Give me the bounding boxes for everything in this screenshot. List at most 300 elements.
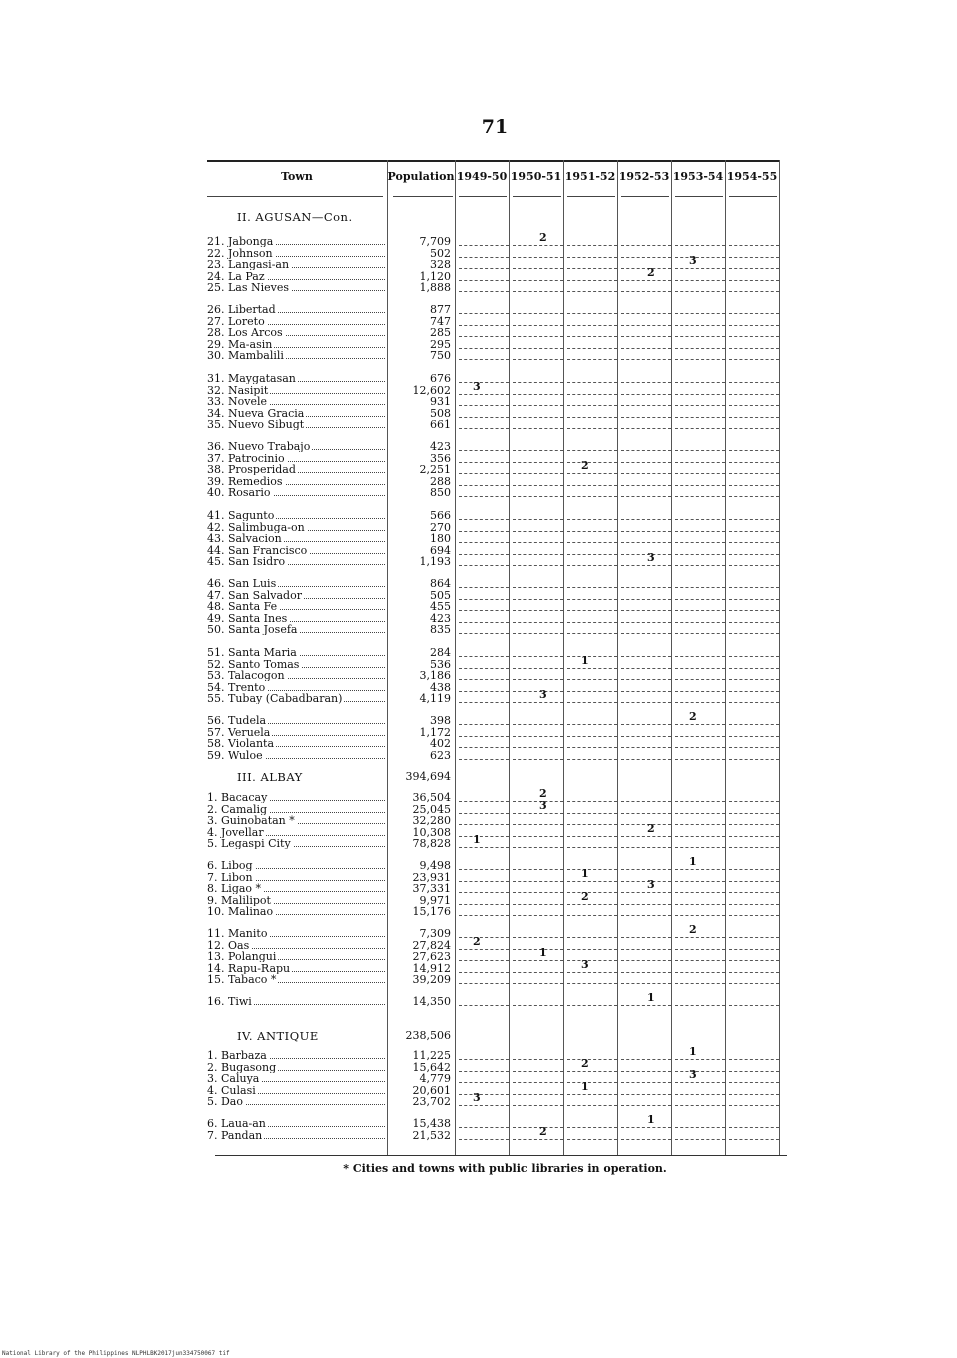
year-cell — [459, 1097, 509, 1106]
year-cell — [675, 660, 725, 669]
year-cell — [567, 351, 617, 360]
year-value: 1 — [473, 833, 481, 846]
table-row — [207, 866, 779, 884]
year-cell — [729, 591, 779, 600]
population-value: 2,251 — [419, 463, 451, 476]
year-cell — [729, 1074, 779, 1083]
year-cell — [567, 907, 617, 916]
town-label: 44. San Francisco — [207, 544, 308, 556]
year-cell — [513, 579, 563, 588]
year-cell — [567, 454, 617, 463]
year-cell — [729, 454, 779, 463]
year-cell — [621, 873, 671, 882]
year-cell — [459, 1119, 509, 1128]
town-label: 5. Legaspi City — [207, 838, 291, 849]
year-cell — [621, 511, 671, 520]
table-row — [207, 350, 779, 361]
table-row — [207, 798, 779, 816]
year-cell — [567, 477, 617, 486]
year-cell — [621, 997, 671, 1006]
town-name — [207, 872, 385, 883]
year-cell — [675, 716, 725, 725]
town-label: 23. Langasi-an — [207, 259, 290, 270]
population-value: 694 — [430, 543, 451, 557]
table-row — [207, 787, 779, 804]
town-label: 2. Camalig — [207, 803, 268, 815]
year-cell — [675, 929, 725, 938]
town-name — [207, 510, 385, 521]
year-cell — [729, 465, 779, 474]
table-row — [207, 533, 779, 544]
year-value: 3 — [539, 798, 547, 812]
year-cell — [459, 728, 509, 737]
town-label: 4. Jovellar — [207, 826, 264, 838]
year-cell — [675, 816, 725, 825]
year-cell — [729, 941, 779, 950]
year-cell — [675, 534, 725, 543]
year-cell — [729, 283, 779, 292]
year-cell — [513, 409, 563, 418]
scan-footer: National Library of the Philippines NLPHLBK2017jun334750067 tif — [2, 1350, 230, 1357]
town-label: 36. Nuevo Trabajo — [207, 441, 311, 452]
population-value: 39,209 — [412, 973, 451, 986]
town-label: 40. Rosario — [207, 487, 271, 498]
town-name — [207, 624, 385, 635]
header-year: 1949-50 — [456, 170, 508, 183]
town-name — [207, 339, 385, 350]
town-name — [207, 259, 385, 270]
year-cell — [459, 317, 509, 326]
year-cell — [621, 351, 671, 360]
population-value: 536 — [430, 657, 451, 671]
year-cell — [567, 249, 617, 258]
year-cell — [729, 660, 779, 669]
year-cell — [729, 477, 779, 486]
year-cell — [621, 975, 671, 984]
year-cell — [567, 694, 617, 703]
table-row — [207, 265, 779, 283]
year-cell — [729, 420, 779, 429]
year-cell — [729, 546, 779, 555]
year-cell — [621, 1074, 671, 1083]
town-name — [207, 1096, 385, 1107]
population-value: 4,119 — [419, 692, 451, 705]
population-value: 9,971 — [419, 893, 451, 907]
year-cell — [621, 534, 671, 543]
year-cell — [513, 816, 563, 825]
year-cell — [621, 237, 671, 246]
table-row — [207, 453, 779, 464]
town-label: 14. Rapu-Rapu — [207, 962, 291, 974]
year-cell — [729, 828, 779, 837]
table-row — [207, 254, 779, 271]
year-cell — [459, 884, 509, 893]
header-year: 1953-54 — [672, 170, 724, 183]
year-cell — [459, 1086, 509, 1095]
population-value: 15,642 — [412, 1060, 451, 1074]
town-name — [207, 419, 385, 430]
year-value: 1 — [689, 1045, 697, 1058]
year-cell — [513, 716, 563, 725]
year-cell — [729, 739, 779, 748]
year-cell — [513, 884, 563, 893]
year-cell — [729, 964, 779, 973]
year-cell — [675, 557, 725, 566]
year-cell — [567, 929, 617, 938]
town-name — [207, 327, 385, 338]
year-cell — [513, 941, 563, 950]
year-cell — [567, 386, 617, 395]
year-cell — [567, 557, 617, 566]
year-value: 2 — [581, 1056, 589, 1070]
year-cell — [567, 546, 617, 555]
year-cell — [459, 828, 509, 837]
town-name — [207, 792, 385, 803]
town-name — [207, 385, 385, 396]
year-value: 3 — [473, 1091, 481, 1104]
year-cell — [621, 861, 671, 870]
year-cell — [567, 683, 617, 692]
town-name — [207, 545, 385, 556]
table-row — [207, 522, 779, 533]
year-cell — [675, 625, 725, 634]
year-cell — [459, 739, 509, 748]
town-label: 51. Santa Maria — [207, 647, 297, 658]
year-cell — [459, 283, 509, 292]
population-value: 356 — [430, 451, 451, 465]
year-cell — [459, 1051, 509, 1060]
header-underline — [621, 196, 669, 197]
year-cell — [729, 793, 779, 802]
town-label: 5. Dao — [207, 1096, 243, 1107]
population-value: 15,438 — [412, 1117, 451, 1130]
town-label: 1. Barbaza — [207, 1050, 267, 1061]
year-cell — [459, 975, 509, 984]
year-cell — [567, 625, 617, 634]
year-cell — [621, 1086, 671, 1095]
year-cell — [567, 873, 617, 882]
town-name — [207, 928, 385, 939]
year-cell — [567, 896, 617, 905]
year-value: 2 — [581, 889, 589, 903]
year-cell — [567, 1119, 617, 1128]
year-cell — [459, 386, 509, 395]
population-value: 14,912 — [412, 961, 451, 975]
year-cell — [459, 488, 509, 497]
year-cell — [513, 997, 563, 1006]
table-row — [207, 1091, 779, 1108]
year-cell — [729, 694, 779, 703]
year-cell — [675, 751, 725, 760]
year-cell — [729, 614, 779, 623]
year-cell — [459, 465, 509, 474]
town-name — [207, 996, 385, 1007]
year-cell — [729, 249, 779, 258]
table-row — [207, 682, 779, 693]
year-cell — [675, 1131, 725, 1140]
year-cell — [675, 952, 725, 961]
year-cell — [567, 523, 617, 532]
year-cell — [513, 386, 563, 395]
header-underline — [207, 196, 383, 197]
year-cell — [675, 671, 725, 680]
year-cell — [675, 442, 725, 451]
year-cell — [621, 816, 671, 825]
population-value: 676 — [430, 372, 451, 385]
year-value: 2 — [539, 1124, 547, 1138]
table-row — [207, 327, 779, 338]
town-name — [207, 613, 385, 624]
year-cell — [621, 648, 671, 657]
year-cell — [513, 1074, 563, 1083]
year-cell — [567, 975, 617, 984]
year-cell — [513, 964, 563, 973]
year-cell — [729, 579, 779, 588]
year-cell — [675, 579, 725, 588]
year-cell — [567, 671, 617, 680]
town-label: 25. Las Nieves — [207, 282, 290, 293]
year-cell — [567, 941, 617, 950]
town-label: 15. Tabaco * — [207, 974, 277, 985]
town-name — [207, 1073, 385, 1084]
year-cell — [621, 793, 671, 802]
town-label: 32. Nasipit — [207, 384, 269, 396]
year-cell — [621, 728, 671, 737]
town-label: 28. Los Arcos — [207, 327, 283, 338]
population-value: 661 — [430, 418, 451, 431]
year-cell — [675, 351, 725, 360]
population-value: 502 — [430, 246, 451, 260]
year-cell — [621, 751, 671, 760]
year-cell — [675, 997, 725, 1006]
year-cell — [675, 907, 725, 916]
year-cell — [567, 614, 617, 623]
year-cell — [621, 964, 671, 973]
year-cell — [675, 454, 725, 463]
town-label: 21. Jabonga — [207, 236, 274, 247]
table-row — [207, 624, 779, 635]
table-row — [207, 545, 779, 556]
population-value: 566 — [430, 509, 451, 522]
section-population: 238,506 — [405, 1029, 451, 1042]
population-value: 3,186 — [419, 669, 451, 682]
year-cell — [567, 409, 617, 418]
year-cell — [513, 1131, 563, 1140]
town-name — [207, 601, 385, 612]
year-cell — [567, 728, 617, 737]
population-value: 877 — [430, 303, 451, 316]
year-cell — [459, 873, 509, 882]
year-cell — [513, 534, 563, 543]
table-row — [207, 1068, 779, 1085]
table-row — [207, 396, 779, 407]
year-cell — [675, 1051, 725, 1060]
town-name — [207, 1118, 385, 1129]
year-cell — [729, 237, 779, 246]
town-name — [207, 750, 385, 761]
year-cell — [621, 579, 671, 588]
population-value: 850 — [430, 486, 451, 499]
year-cell — [459, 683, 509, 692]
year-cell — [729, 683, 779, 692]
year-cell — [729, 374, 779, 383]
year-cell — [675, 488, 725, 497]
year-cell — [459, 534, 509, 543]
town-name — [207, 951, 385, 962]
year-cell — [621, 1051, 671, 1060]
town-name — [207, 1050, 385, 1061]
year-cell — [729, 896, 779, 905]
town-name — [207, 304, 385, 315]
town-label: 57. Veruela — [207, 726, 271, 738]
table-row — [207, 946, 779, 963]
town-name — [207, 271, 385, 282]
population-value: 295 — [430, 337, 451, 351]
year-cell — [621, 397, 671, 406]
town-label: 7. Pandan — [207, 1129, 263, 1141]
year-cell — [729, 397, 779, 406]
population-value: 402 — [430, 737, 451, 750]
year-cell — [675, 1074, 725, 1083]
year-cell — [459, 839, 509, 848]
year-cell — [729, 1131, 779, 1140]
year-cell — [621, 249, 671, 258]
population-value: 284 — [430, 646, 451, 659]
town-label: 31. Maygatasan — [207, 373, 296, 384]
year-cell — [675, 728, 725, 737]
town-name — [207, 282, 385, 293]
year-cell — [621, 884, 671, 893]
year-cell — [675, 683, 725, 692]
year-cell — [513, 929, 563, 938]
year-cell — [675, 249, 725, 258]
table-bottom-rule — [215, 1155, 787, 1156]
population-value: 14,350 — [412, 995, 451, 1008]
year-cell — [513, 1063, 563, 1072]
year-cell — [567, 1051, 617, 1060]
table-row — [207, 408, 779, 419]
year-cell — [567, 602, 617, 611]
section-title: IV. ANTIQUE — [237, 1029, 319, 1043]
year-cell — [621, 716, 671, 725]
town-name — [207, 453, 385, 464]
year-cell — [567, 805, 617, 814]
table-row — [207, 373, 779, 384]
town-label: 33. Novele — [207, 396, 267, 407]
year-cell — [513, 839, 563, 848]
town-label: 59. Wuloe — [207, 749, 263, 761]
table-row — [207, 379, 779, 397]
town-name — [207, 940, 385, 951]
population-value: 10,308 — [412, 825, 451, 839]
year-cell — [675, 283, 725, 292]
town-name — [207, 659, 385, 670]
year-cell — [459, 523, 509, 532]
header-underline — [459, 196, 507, 197]
year-cell — [729, 511, 779, 520]
town-name — [207, 727, 385, 738]
year-cell — [621, 283, 671, 292]
year-cell — [675, 386, 725, 395]
year-cell — [729, 386, 779, 395]
year-cell — [729, 839, 779, 848]
year-cell — [729, 816, 779, 825]
year-cell — [621, 929, 671, 938]
table-row — [207, 1045, 779, 1062]
population-value: 864 — [430, 577, 451, 590]
year-cell — [729, 305, 779, 314]
year-cell — [729, 488, 779, 497]
town-label: 46. San Luis — [207, 578, 277, 589]
population-value: 37,331 — [412, 882, 451, 895]
year-cell — [513, 511, 563, 520]
population-value: 7,709 — [419, 235, 451, 248]
year-cell — [729, 351, 779, 360]
year-cell — [729, 557, 779, 566]
year-cell — [729, 260, 779, 269]
year-value: 1 — [581, 866, 589, 880]
year-cell — [621, 340, 671, 349]
year-value: 1 — [581, 1079, 589, 1093]
year-cell — [567, 305, 617, 314]
table-row — [207, 441, 779, 452]
table-row — [207, 231, 779, 248]
year-cell — [621, 1119, 671, 1128]
year-cell — [513, 1051, 563, 1060]
town-label: 26. Libertad — [207, 304, 276, 315]
year-cell — [567, 660, 617, 669]
year-cell — [567, 739, 617, 748]
year-cell — [459, 602, 509, 611]
year-cell — [567, 997, 617, 1006]
year-cell — [567, 861, 617, 870]
year-cell — [513, 488, 563, 497]
year-cell — [567, 534, 617, 543]
header-underline — [567, 196, 615, 197]
year-value: 3 — [689, 254, 697, 267]
table-row — [207, 923, 779, 940]
year-cell — [621, 660, 671, 669]
section-title: III. ALBAY — [237, 770, 303, 784]
town-name — [207, 838, 385, 849]
table-row — [207, 476, 779, 487]
year-cell — [459, 861, 509, 870]
population-value: 423 — [430, 440, 451, 453]
year-cell — [621, 442, 671, 451]
year-cell — [621, 694, 671, 703]
population-value: 25,045 — [412, 802, 451, 816]
year-cell — [675, 546, 725, 555]
year-cell — [459, 671, 509, 680]
year-cell — [621, 409, 671, 418]
year-cell — [513, 374, 563, 383]
year-cell — [675, 237, 725, 246]
year-cell — [459, 952, 509, 961]
table-row — [207, 934, 779, 952]
town-name — [207, 804, 385, 815]
year-cell — [513, 648, 563, 657]
table-row — [207, 878, 779, 895]
year-cell — [621, 1097, 671, 1106]
year-cell — [513, 546, 563, 555]
year-value: 2 — [647, 821, 655, 835]
year-cell — [621, 683, 671, 692]
year-cell — [675, 523, 725, 532]
year-cell — [729, 1051, 779, 1060]
year-cell — [513, 591, 563, 600]
town-label: 27. Loreto — [207, 315, 265, 327]
year-cell — [459, 546, 509, 555]
